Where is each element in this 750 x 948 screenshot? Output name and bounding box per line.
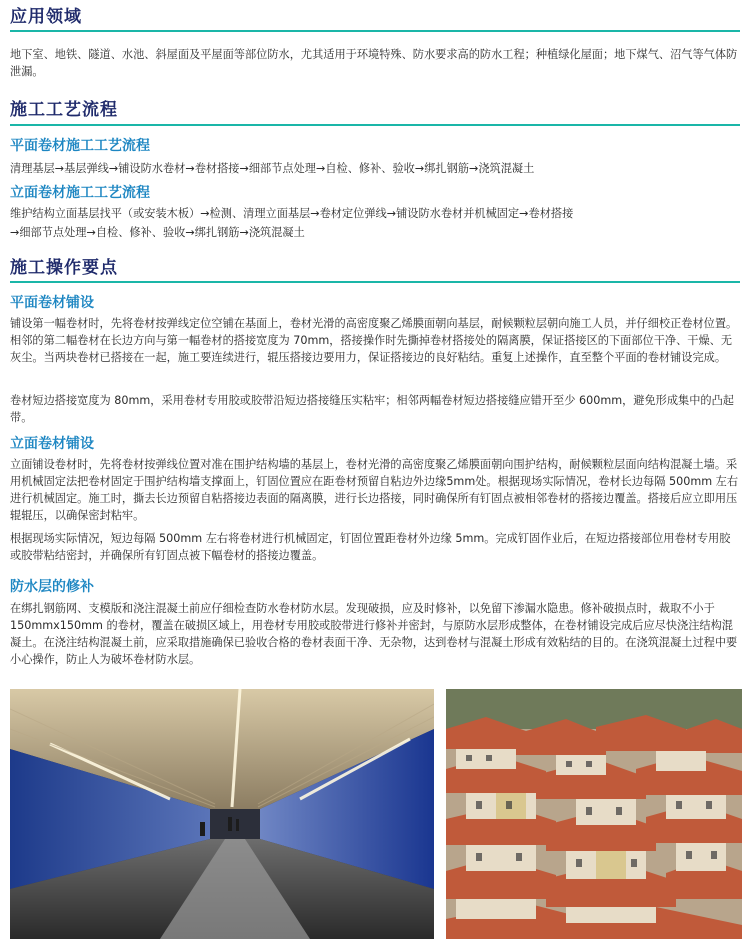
section-divider [10,124,740,126]
flat-laying-paragraph-2: 卷材短边搭接宽度为 80mm，采用卷材专用胶或胶带沿短边搭接缝压实粘牢；相邻两幅卷材短边搭接缝应错开至少 600mm，避免形成集中的凸起带。 [10,394,734,424]
flat-laying-paragraph-1: 铺设第一幅卷材时，先将卷材按弹线定位空铺在基面上，卷材光滑的高密度聚乙烯膜面朝向基层，耐候颗粒层朝向施工人员，并仔细校正卷材位置。相邻的第二幅卷材在长边方向与第一幅卷材的搭接宽度为 70mm，搭接操作时先撕掉卷材搭接处的隔离膜，保证搭接区的下面部位干净、干燥、无灰尘。当两块卷材已搭接在一起，施工要连续进行，辊压搭接边要用力，保证搭接边的良好粘结。重复上述操作，直至整个平面的卷材铺设完成。 [10,317,738,364]
vertical-laying-paragraph-1: 立面铺设卷材时，先将卷材按弹线位置对准在围护结构墙的基层上，卷材光滑的高密度聚乙烯膜面朝向围护结构，耐候颗粒层面向结构混凝土墙。采用机械固定法把卷材固定于围护结构墙支撑面上，钉固位置应在距卷材预留自粘边外边缘5mm处。根据现场实际情况，卷材长边每隔 500mm 左右进行机械固定。施工时，撕去长边预留自粘搭接边表面的隔离膜，进行长边搭接，同时确保所有钉固点被相邻卷材的搭接边覆盖。搭接后应立即用压辊辊压，以确保密封粘牢。 [10,458,739,522]
vertical-laying-title: 立面卷材铺设 [10,436,94,452]
repair-title: 防水层的修补 [10,579,94,595]
section-title-points: 施工操作要点 [10,258,118,278]
flat-process-body: 清理基层→基层弹线→铺设防水卷材→卷材搭接→细部节点处理→自检、修补、验收→绑扎钢筋→浇筑混凝土 [10,162,535,175]
application-body: 地下室、地铁、隧道、水池、斜屋面及平屋面等部位防水，尤其适用于环境特殊、防水要求高的防水工程；种植绿化屋面；地下煤气、沼气等气体防泄漏。 [10,48,738,78]
tunnel-photo [10,689,434,939]
repair-paragraph: 在绑扎钢筋网、支模版和浇注混凝土前应仔细检查防水卷材防水层。发现破损，应及时修补，以免留下渗漏水隐患。修补破损点时，裁取不小于 150mmx150mm 的卷材，覆盖在破损区域上，用卷材专用胶或胶带进行修补并密封，与原防水层形成整体，在卷材铺设完成后应尽快浇注结构混凝土。在浇注结构混凝土前，应采取措施确保已验收合格的卷材表面干净、无杂物，达到卷材与混凝土形成有效粘结的目的。在浇筑混凝土过程中要小心操作，防止人为破坏卷材防水层。 [10,602,738,666]
rooftops-photo [446,689,742,939]
flat-process-title: 平面卷材施工工艺流程 [10,138,150,154]
section-divider [10,281,740,283]
section-divider [10,30,740,32]
vertical-laying-paragraph-2: 根据现场实际情况，短边每隔 500mm 左右将卷材进行机械固定，钉固位置距卷材外边缘 5mm。完成钉固作业后，在短边搭接部位用卷材专用胶或胶带粘结密封，并确保所有钉固点被下幅卷材的搭接边覆盖。 [10,532,731,562]
flat-laying-title: 平面卷材铺设 [10,295,94,311]
vertical-process-line-2: →细部节点处理→自检、修补、验收→绑扎钢筋→浇筑混凝土 [10,226,305,239]
vertical-process-line-1: 维护结构立面基层找平（或安装木板）→检测、清理立面基层→卷材定位弹线→铺设防水卷材并机械固定→卷材搭接 [10,207,574,220]
section-title-process: 施工工艺流程 [10,100,118,120]
vertical-process-title: 立面卷材施工工艺流程 [10,185,150,201]
section-title-application: 应用领域 [10,7,82,27]
